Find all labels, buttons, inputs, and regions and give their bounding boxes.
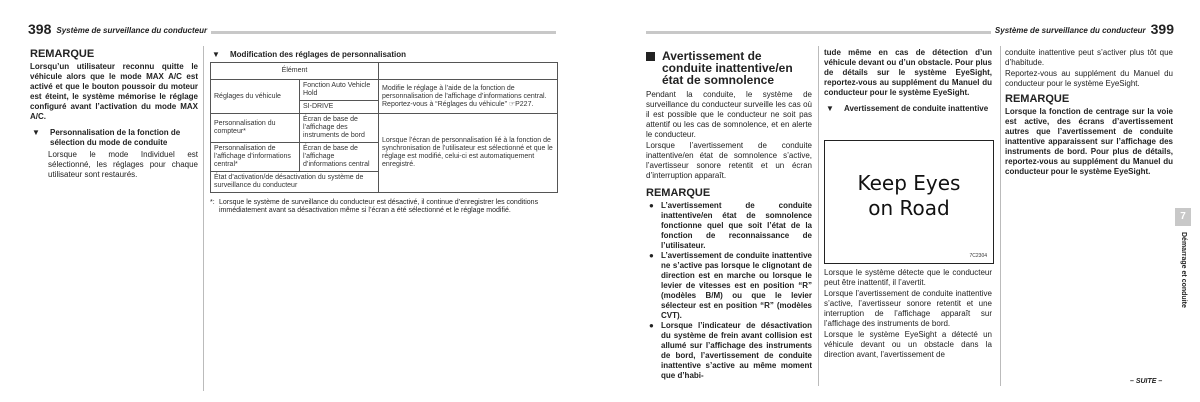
paragraph: Lorsque le système détecte que le conducteur peut être inattentif, il l’avertit.: [824, 268, 992, 287]
subheading: [824, 104, 992, 114]
table-cell-item: Fonction Auto Vehicle Hold: [300, 80, 379, 101]
triangle-down-icon: ▼: [826, 104, 834, 113]
table-cell-description: Lorsque l’écran de personnalisation lié à la fonction de synchronisation de l’utilisateur est sélectionné et que le réglage est modifié, celui-ci est automatiquement enregistré.: [379, 114, 558, 193]
bullet-icon: ●: [649, 201, 654, 210]
list-item: [646, 201, 812, 251]
footnote-text: Lorsque le système de surveillance du conducteur est désactivé, il continue d’enregistrer les conditions immédiatement avant sa désactivation même si l’écran a été sélectionné et le réglage modifié.: [219, 199, 539, 214]
remarque-text: Lorsque la fonction de centrage sur la voie est active, des écrans d’avertissement autres que l’avertissement de conduite inattentive apparaissent sur l’affichage des instruments de bord. Pour plus de détails, reportez-vous au supplément du Manuel du conducteur pour le système EyeSight.: [1005, 107, 1173, 176]
figure-text-line2: on Road: [868, 196, 950, 220]
table-cell-group: Personnalisation de l’affichage d’informations central*: [211, 143, 300, 172]
continued-text: tude même en cas de détection d’un véhicule devant ou d’un obstacle. Pour plus de détails sur le système EyeSight, reportez-vous au supplément du Manuel du conducteur pour le système EyeSight.: [824, 48, 992, 97]
table-row: [211, 114, 558, 143]
footnote: [210, 199, 560, 215]
column-divider: [203, 46, 204, 391]
list-item-text: Lorsque l’indicateur de désactivation du système de frein avant collision est allumé sur l’affichage des instruments de bord, l’avertissement de conduite inattentive s’active au même moment que d’habi-: [661, 321, 812, 380]
page-header: [646, 22, 1174, 36]
right-column-2-lower: [824, 268, 992, 361]
column-divider: [818, 46, 819, 386]
paragraph: Lorsque l’avertissement de conduite inattentive s’active, l’avertisseur sonore retentit et une interruption de l’affichage apparaît sur l’affichage des instruments de bord.: [824, 289, 992, 328]
subheading-text: Modification des réglages de personnalisation: [230, 50, 407, 59]
page-number: 399: [1150, 21, 1174, 37]
table-header-empty: [379, 63, 558, 80]
warning-screen-figure: [824, 140, 994, 264]
body-text: Lorsque le mode Individuel est sélectionné, les réglages pour chaque utilisateur sont restaurés.: [48, 150, 198, 179]
table-header: Élément: [211, 63, 379, 80]
right-column-1: [646, 50, 812, 381]
chapter-tab-number: 7: [1175, 208, 1191, 226]
remarque-heading: REMARQUE: [30, 48, 95, 60]
section-heading-text: Avertissement de conduite inattentive/en état de somnolence: [662, 49, 793, 87]
right-page: [600, 0, 1200, 402]
left-column-1: [30, 48, 198, 181]
remarque-heading: REMARQUE: [646, 187, 711, 199]
header-rule: [646, 31, 991, 34]
remarque-list: [646, 201, 812, 381]
paragraph: Lorsque le système EyeSight a détecté un véhicule devant ou un obstacle dans la direction avant, l’avertissement de: [824, 330, 992, 359]
footnote-mark: *:: [210, 199, 215, 206]
figure-text-line1: Keep Eyes: [857, 171, 961, 195]
paragraph: Pendant la conduite, le système de surveillance du conducteur surveille les cas où il est possible que le conducteur ne soit pas attentif ou les cas de somnolence, et en alerte le conducteur.: [646, 90, 812, 139]
paragraph: conduite inattentive peut s’activer plus tôt que d’habitude.: [1005, 48, 1173, 67]
triangle-down-icon: ▼: [212, 50, 220, 59]
remarque-heading: REMARQUE: [1005, 93, 1070, 105]
chapter-tab-label-text: Démarrage et conduite: [1180, 232, 1187, 308]
settings-table: [210, 62, 558, 193]
subheading-text: Avertissement de conduite inattentive: [844, 104, 989, 113]
paragraph: Reportez-vous au supplément du Manuel du conducteur pour le système EyeSight.: [1005, 69, 1173, 88]
subheading-text: Personnalisation de la fonction de sélection du mode de conduite: [50, 128, 181, 147]
right-column-3: [1005, 48, 1173, 178]
section-heading: [646, 50, 812, 86]
page-header: [28, 22, 556, 36]
list-item: [646, 321, 812, 381]
page-number: 398: [28, 21, 52, 37]
right-column-2: [824, 48, 992, 116]
remarque-text: Lorsqu’un utilisateur reconnu quitte le véhicule alors que le mode MAX A/C est activé et que le bouton poussoir du moteur est éteint, le système mémorise le réglage configuré avant l’activation du mode MAX A/C.: [30, 62, 198, 121]
table-cell-item: Écran de base de l’affichage des instruments de bord: [300, 114, 379, 143]
bullet-icon: ●: [649, 321, 654, 330]
list-item-text: L’avertissement de conduite inattentive ne s’active pas lorsque le clignotant de direction est en marche ou lorsque le levier de vitesses est en position “R” (modèles B/M) ou que le levier sélecteur est en position “R” (modèles CVT).: [661, 251, 812, 320]
table-cell-group: Personnalisation du compteur*: [211, 114, 300, 143]
table-cell-group: État d’activation/de désactivation du système de surveillance du conducteur: [211, 172, 379, 193]
header-rule: [211, 31, 556, 34]
table-cell-group: Réglages du véhicule: [211, 80, 300, 114]
bullet-icon: ●: [649, 251, 654, 260]
table-cell-item: SI-DRIVE: [300, 101, 379, 114]
figure-code: 7C2304: [969, 253, 987, 259]
square-bullet-icon: [646, 52, 655, 61]
table-header-row: [211, 63, 558, 80]
left-column-2: [210, 50, 570, 215]
list-item-text: L’avertissement de conduite inattentive/en état de somnolence fonctionne quel que soit l’état de la fonction de reconnaissance de l’utilisateur.: [661, 201, 812, 250]
chapter-tab-label: [1175, 232, 1191, 332]
paragraph: Lorsque l’avertissement de conduite inattentive/en état de somnolence s’active, l’avertisseur sonore retentit et un écran d’interruption apparaît.: [646, 141, 812, 180]
running-title: Système de surveillance du conducteur: [994, 26, 1146, 35]
table-row: [211, 80, 558, 101]
continued-marker: – SUITE –: [1130, 378, 1163, 385]
subheading: [30, 128, 198, 148]
triangle-down-icon: ▼: [32, 128, 40, 137]
table-cell-description: Modifie le réglage à l’aide de la fonction de personnalisation de l’affichage d’informations central. Reportez-vous à “Réglages du véhicule” ☞P227.: [379, 80, 558, 114]
column-divider: [1000, 46, 1001, 386]
table-cell-item: Écran de base de l’affichage d’informations central: [300, 143, 379, 172]
subheading: [210, 50, 570, 60]
list-item: [646, 251, 812, 321]
running-title: Système de surveillance du conducteur: [56, 26, 208, 35]
